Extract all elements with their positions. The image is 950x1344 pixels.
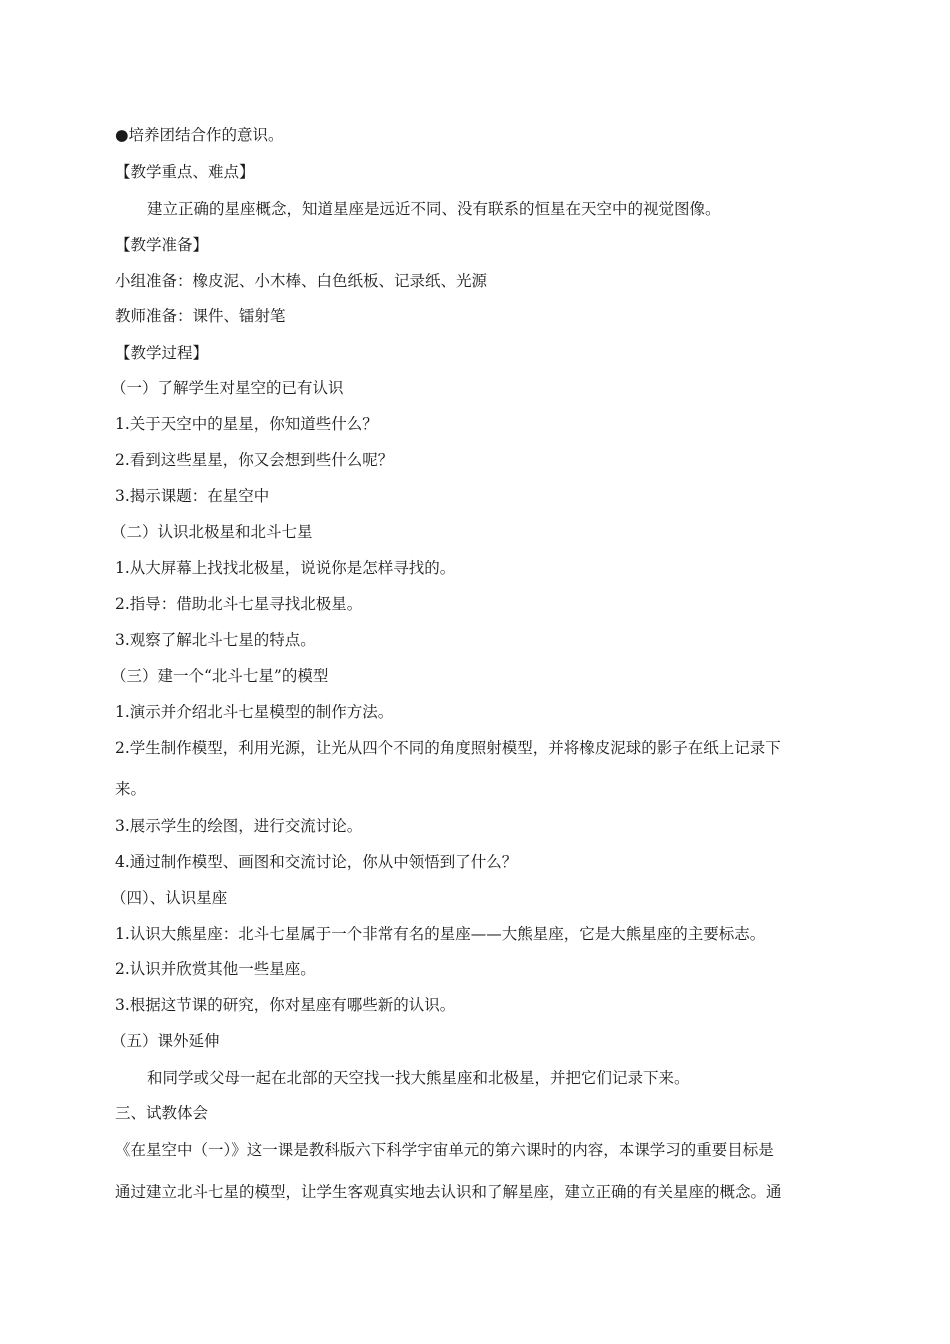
- section-1-title: （一）了解学生对星空的已有认识: [111, 379, 344, 397]
- heading-preparation: 【教学准备】: [115, 236, 209, 254]
- section-1-item-3: 3.揭示课题：在星空中: [115, 487, 270, 505]
- section-4-item-3: 3.根据这节课的研究，你对星座有哪些新的认识。: [115, 996, 456, 1014]
- section-4-title: （四）、认识星座: [111, 889, 228, 907]
- section-3-item-3: 3.展示学生的绘图，进行交流讨论。: [115, 817, 363, 835]
- group-preparation: 小组准备：橡皮泥、小木棒、白色纸板、记录纸、光源: [115, 272, 488, 290]
- section-3-item-4: 4.通过制作模型、画图和交流讨论，你从中领悟到了什么？: [115, 853, 518, 871]
- section-3-item-1: 1.演示并介绍北斗七星模型的制作方法。: [115, 703, 394, 721]
- objective-bullet: ●培养团结合作的意识。: [115, 126, 284, 144]
- section-2-title: （二）认识北极星和北斗七星: [111, 523, 313, 541]
- section-3-item-2-continued: 来。: [115, 780, 147, 798]
- teacher-preparation: 教师准备：课件、镭射笔: [115, 307, 286, 325]
- section-4-item-1: 1.认识大熊星座：北斗七星属于一个非常有名的星座——大熊星座，它是大熊星座的主要标志。: [115, 925, 766, 943]
- section-1-item-2: 2.看到这些星星，你又会想到些什么呢？: [115, 451, 394, 469]
- reflection-paragraph-line-2: 通过建立北斗七星的模型，让学生客观真实地去认识和了解星座，建立正确的有关星座的概念。通: [115, 1183, 782, 1201]
- heading-key-points: 【教学重点、难点】: [115, 163, 255, 181]
- section-4-item-2: 2.认识并欣赏其他一些星座。: [115, 960, 316, 978]
- section-5-title: （五）课外延伸: [111, 1032, 220, 1050]
- section-5-text: 和同学或父母一起在北部的天空找一找大熊星座和北极星，并把它们记录下来。: [147, 1069, 690, 1087]
- reflection-paragraph-line-1: 《在星空中（一）》这一课是教科版六下科学宇宙单元的第六课时的内容，本课学习的重要目标是: [115, 1141, 774, 1159]
- section-2-item-2: 2.指导：借助北斗七星寻找北极星。: [115, 595, 363, 613]
- section-3-title: （三）建一个“北斗七星”的模型: [111, 667, 329, 685]
- heading-reflection: 三、试教体会: [115, 1104, 209, 1122]
- key-points-text: 建立正确的星座概念，知道星座是远近不同、没有联系的恒星在天空中的视觉图像。: [147, 200, 721, 218]
- section-2-item-3: 3.观察了解北斗七星的特点。: [115, 631, 316, 649]
- heading-process: 【教学过程】: [115, 344, 209, 362]
- section-2-item-1: 1.从大屏幕上找找北极星，说说你是怎样寻找的。: [115, 559, 456, 577]
- section-3-item-2: 2.学生制作模型，利用光源，让光从四个不同的角度照射模型，并将橡皮泥球的影子在纸上记录下: [115, 739, 781, 757]
- section-1-item-1: 1.关于天空中的星星，你知道些什么？: [115, 415, 378, 433]
